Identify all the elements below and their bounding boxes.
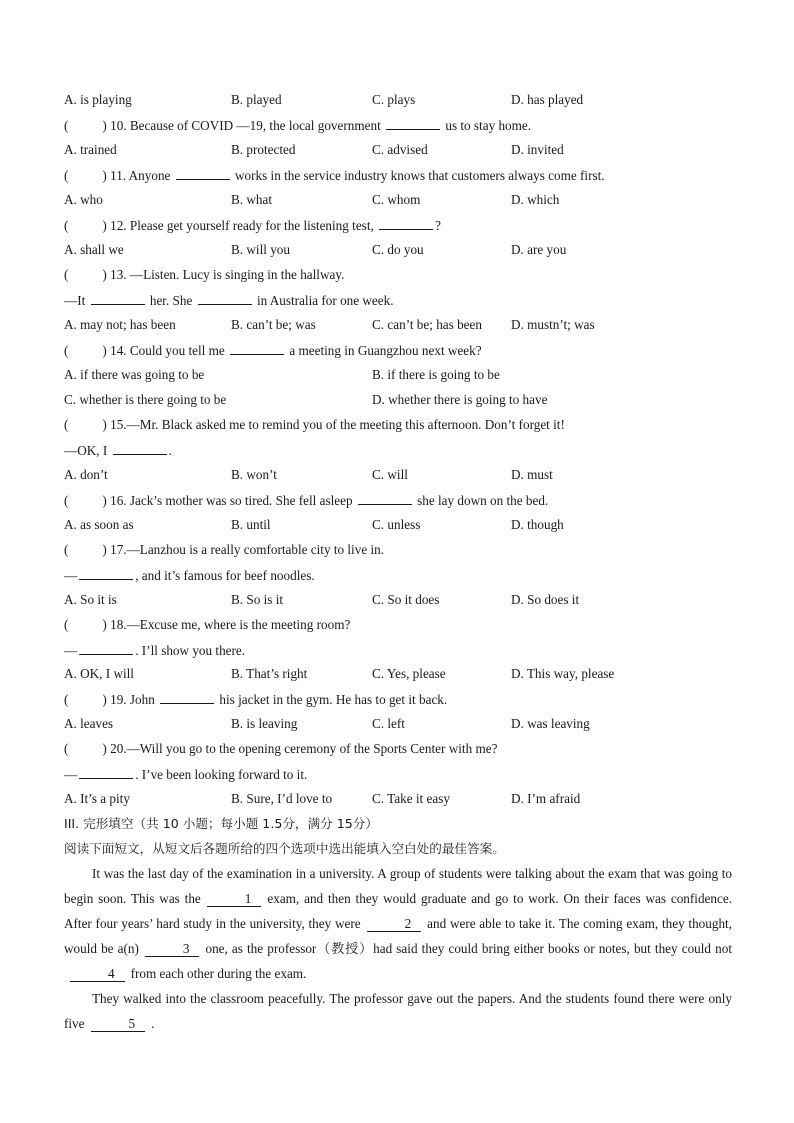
q18-option-d[interactable]: D. This way, please [511,666,615,681]
q10-stem [64,116,531,135]
q16-option-b[interactable]: B. until [231,517,271,532]
answer-paren-open: ( [64,692,69,707]
q11-option-a[interactable]: A. who [64,192,103,207]
q18-text: ) 18.—Excuse me, where is the meeting room? [102,617,351,632]
q17-option-b[interactable]: B. So is it [231,592,284,607]
answer-paren-open: ( [64,118,69,133]
passage-text: They walked into the classroom peacefully. The professor gave out the papers. And the students found there were only five [64,991,732,1031]
q20-option-a[interactable]: A. It’s a pity [64,791,130,806]
q15-response [64,441,172,460]
q10-option-a[interactable]: A. trained [64,142,117,157]
fill-blank[interactable] [79,765,133,779]
q11-option-c[interactable]: C. whom [372,192,421,207]
q12-option-d[interactable]: D. are you [511,242,567,257]
fill-blank[interactable] [386,116,440,130]
q20-option-b[interactable]: B. Sure, I’d love to [231,791,333,806]
cloze-blank-2[interactable]: 2 [367,917,422,932]
q20-text: ) 20.—Will you go to the opening ceremony of the Sports Center with me? [102,741,498,756]
q13-option-a[interactable]: A. may not; has been [64,317,176,332]
q12-stem [64,216,441,235]
q17-text: ) 17.—Lanzhou is a really comfortable city to live in. [102,542,385,557]
q12-option-a[interactable]: A. shall we [64,242,124,257]
q18-stem [64,616,350,634]
q13-response-a: —It [64,293,86,308]
q20-option-c[interactable]: C. Take it easy [372,791,450,806]
q11-option-b[interactable]: B. what [231,192,273,207]
q18-option-c[interactable]: C. Yes, please [372,666,446,681]
answer-paren-open: ( [64,343,69,358]
q13-response [64,291,394,310]
fill-blank[interactable] [176,166,230,180]
q18-option-b[interactable]: B. That’s right [231,666,308,681]
q19-option-a[interactable]: A. leaves [64,716,114,731]
q11-option-d[interactable]: D. which [511,192,560,207]
q18-option-a[interactable]: A. OK, I will [64,666,134,681]
q12-option-c[interactable]: C. do you [372,242,424,257]
q9-option-c[interactable]: C. plays [372,92,416,107]
fill-blank[interactable] [79,641,133,655]
q15-option-a[interactable]: A. don’t [64,467,108,482]
passage-text: and were able to take it. The coming exam, they thought, would be a(n) [64,916,733,956]
q15-text: ) 15.—Mr. Black asked me to remind you of the meeting this afternoon. Don’t forget it! [102,417,565,432]
q11-text-after: works in the service industry knows that customers always come first. [235,168,605,183]
passage-paragraph-1 [64,861,732,986]
q17-response-a: — [64,568,78,583]
passage-text: It was the last day of the examination in a university. A group of students were talking about the exam that was going to begin soon. This was the [64,866,732,906]
answer-paren-open: ( [64,218,69,233]
q10-text-after: us to stay home. [445,118,532,133]
q15-stem [64,416,565,434]
cloze-blank-4[interactable]: 4 [70,967,125,982]
answer-paren-open: ( [64,168,69,183]
fill-blank[interactable] [358,491,412,505]
fill-blank[interactable] [230,341,284,355]
q13-stem [64,266,344,284]
passage-text: one, as the professor（教授）had said they could bring either books or notes, but they could not [205,941,732,956]
q17-response-b: , and it’s famous for beef noodles. [135,568,315,583]
cloze-blank-5[interactable]: 5 [91,1017,146,1032]
q9-option-d[interactable]: D. has played [511,92,584,107]
q12-text-after: ? [435,218,441,233]
q13-response-b: her. She [149,293,193,308]
answer-paren-open: ( [64,417,69,432]
q12-option-b[interactable]: B. will you [231,242,290,257]
passage-text: exam, and then they would graduate and go to work. On their faces was confidence. After four years’ hard study in the university, they were [64,891,732,931]
q20-stem [64,740,497,758]
passage-text: from each other during the exam. [130,966,307,981]
q18-response-a: — [64,643,78,658]
q20-response-a: — [64,767,78,782]
fill-blank[interactable] [160,690,214,704]
q14-stem [64,341,482,360]
q19-stem [64,690,447,709]
cloze-blank-3[interactable]: 3 [145,942,200,957]
q19-option-d[interactable]: D. was leaving [511,716,590,731]
q10-option-d[interactable]: D. invited [511,142,564,157]
q10-option-b[interactable]: B. protected [231,142,296,157]
q17-stem [64,541,384,559]
fill-blank[interactable] [198,291,252,305]
q9-option-a[interactable]: A. is playing [64,92,132,107]
q18-response [64,641,245,660]
q17-response [64,566,315,585]
passage-paragraph-2 [64,986,732,1036]
q12-text: ) 12. Please get yourself ready for the listening test, [102,218,374,233]
q13-option-b[interactable]: B. can’t be; was [231,317,316,332]
fill-blank[interactable] [79,566,133,580]
q16-text: ) 16. Jack’s mother was so tired. She fell asleep [102,493,353,508]
q15-option-c[interactable]: C. will [372,467,408,482]
answer-paren-open: ( [64,617,69,632]
q13-response-c: in Australia for one week. [256,293,394,308]
section-instruction: 阅读下面短文，从短文后各题所给的四个选项中选出能填入空白处的最佳答案。 [64,841,505,856]
q20-response [64,765,307,784]
q17-option-a[interactable]: A. So it is [64,592,117,607]
q17-option-d[interactable]: D. So does it [511,592,580,607]
q19-text: ) 19. John [102,692,155,707]
q11-stem [64,166,605,185]
q20-option-d[interactable]: D. I’m afraid [511,791,581,806]
q14-option-a[interactable]: A. if there was going to be [64,367,205,382]
q10-option-c[interactable]: C. advised [372,142,428,157]
answer-paren-open: ( [64,741,69,756]
q13-option-c[interactable]: C. can’t be; has been [372,317,482,332]
q16-stem [64,491,548,510]
answer-paren-open: ( [64,542,69,557]
q14-option-c[interactable]: C. whether is there going to be [64,392,227,407]
q19-option-c[interactable]: C. left [372,716,405,731]
q16-option-d[interactable]: D. though [511,517,564,532]
answer-paren-open: ( [64,267,69,282]
q9-option-b[interactable]: B. played [231,92,282,107]
q14-option-d[interactable]: D. whether there is going to have [372,392,548,407]
passage-text: . [151,1016,155,1031]
q11-text: ) 11. Anyone [102,168,171,183]
q17-option-c[interactable]: C. So it does [372,592,440,607]
cloze-passage [64,861,732,1036]
q16-text-after: she lay down on the bed. [417,493,549,508]
q13-option-d[interactable]: D. mustn’t; was [511,317,595,332]
answer-paren-open: ( [64,493,69,508]
fill-blank[interactable] [113,441,167,455]
q20-response-b: . I’ve been looking forward to it. [135,767,308,782]
q14-option-b[interactable]: B. if there is going to be [372,367,500,382]
q19-option-b[interactable]: B. is leaving [231,716,298,731]
q16-option-c[interactable]: C. unless [372,517,421,532]
q19-text-after: his jacket in the gym. He has to get it back. [219,692,448,707]
cloze-blank-1[interactable]: 1 [207,892,262,907]
q10-text: ) 10. Because of COVID —19, the local government [102,118,381,133]
q13-text: ) 13. —Listen. Lucy is singing in the hallway. [102,267,345,282]
q16-option-a[interactable]: A. as soon as [64,517,134,532]
q15-option-b[interactable]: B. won’t [231,467,277,482]
q15-option-d[interactable]: D. must [511,467,553,482]
q15-response-a: —OK, I [64,443,108,458]
fill-blank[interactable] [91,291,145,305]
q18-response-b: . I’ll show you there. [135,643,246,658]
section-heading: III. 完形填空（共 10 小题；每小题 1.5分，满分 15分） [64,816,378,831]
q14-text: ) 14. Could you tell me [102,343,225,358]
q15-response-b: . [168,443,172,458]
fill-blank[interactable] [379,216,433,230]
q14-text-after: a meeting in Guangzhou next week? [289,343,482,358]
